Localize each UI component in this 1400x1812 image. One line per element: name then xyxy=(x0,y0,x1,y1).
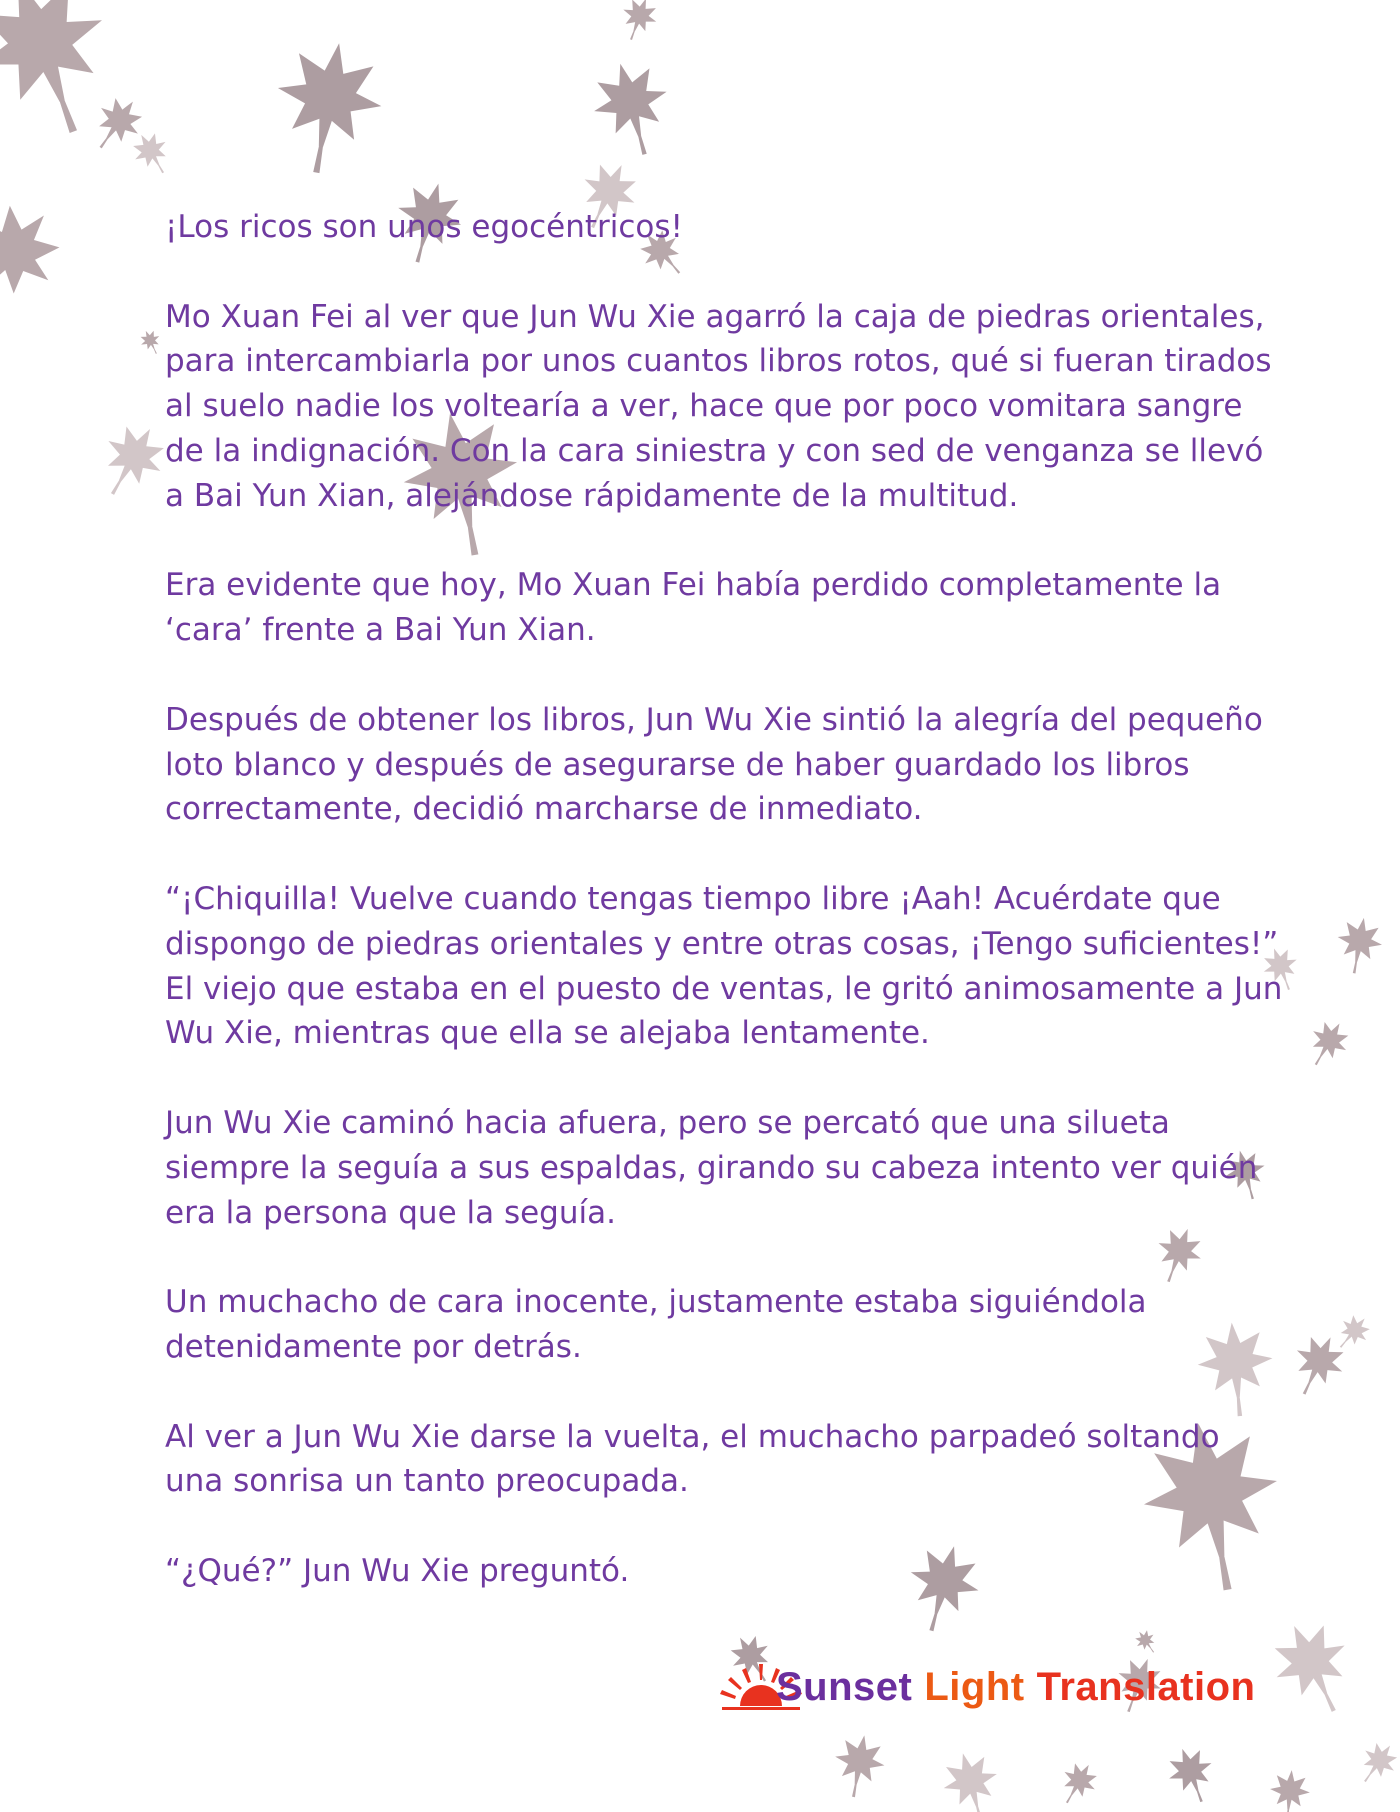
brand-logo xyxy=(718,1662,1255,1712)
paragraph: Mo Xuan Fei al ver que Jun Wu Xie agarró la caja de piedras orientales, para intercambiarla por unos cuantos libros rotos, qué si fueran tirados al suelo nadie los voltearía a ver, hace que por poco vomitara sangre de la indignación. Con la cara siniestra y con sed de venganza se llevó a Bai Yun Xian, alejándose rápidamente de la multitud. xyxy=(165,298,1272,514)
paragraph: ¡Los ricos son unos egocéntricos! xyxy=(165,209,683,245)
brand-word-light: Light xyxy=(924,1664,1025,1709)
maple-leaf-icon xyxy=(0,187,78,331)
maple-leaf-icon xyxy=(1161,1741,1223,1809)
brand-word-sunset: Sunset xyxy=(776,1664,913,1709)
maple-leaf-icon xyxy=(584,54,681,164)
maple-leaf-icon xyxy=(1299,1014,1356,1074)
maple-leaf-icon xyxy=(87,414,176,509)
maple-leaf-icon xyxy=(265,34,391,181)
maple-leaf-icon xyxy=(1332,914,1386,977)
maple-leaf-icon xyxy=(936,1746,1007,1812)
maple-leaf-icon xyxy=(1267,1768,1311,1812)
paragraph: “¡Chiquilla! Vuelve cuando tengas tiempo libre ¡Aah! Acuérdate que dispongo de piedras orientales y entre otras cosas, ¡Tengo suficientes!” El viejo que estaba en el puesto de ventas, le gritó animosamente a Jun Wu Xie, mientras que ella se alejaba lentamente. xyxy=(165,880,1283,1052)
paragraph: Era evidente que hoy, Mo Xuan Fei había perdido completamente la ‘cara’ frente a Bai Yun Xian. xyxy=(165,567,1222,649)
maple-leaf-icon xyxy=(1281,1327,1353,1405)
maple-leaf-icon xyxy=(615,0,663,46)
paragraph: “¿Qué?” Jun Wu Xie preguntó. xyxy=(165,1552,630,1589)
maple-leaf-icon xyxy=(1351,1736,1400,1792)
maple-leaf-icon xyxy=(137,327,166,358)
maple-leaf-icon xyxy=(1329,1309,1376,1357)
paragraph: Jun Wu Xie caminó hacia afuera, pero se percató que una silueta siempre la seguía a sus espaldas, girando su cabeza intento ver quién era la persona que la seguía. xyxy=(165,1104,1258,1231)
document-body xyxy=(165,205,1285,1639)
maple-leaf-icon xyxy=(829,1731,889,1801)
paragraph: Después de obtener los libros, Jun Wu Xie sintió la alegría del pequeño loto blanco y después de asegurarse de haber guardado los libros correctamente, decidió marcharse de inmediato. xyxy=(165,701,1263,828)
paragraph: Al ver a Jun Wu Xie darse la vuelta, el muchacho parpadeó soltando una sonrisa un tanto preocupada. xyxy=(165,1418,1220,1500)
brand-word-translation: Translation xyxy=(1036,1664,1256,1709)
maple-leaf-icon xyxy=(1052,1756,1104,1811)
maple-leaf-icon xyxy=(126,126,178,181)
paragraph: Un muchacho de cara inocente, justamente estaba siguiéndola detenidamente por detrás. xyxy=(165,1284,1147,1365)
